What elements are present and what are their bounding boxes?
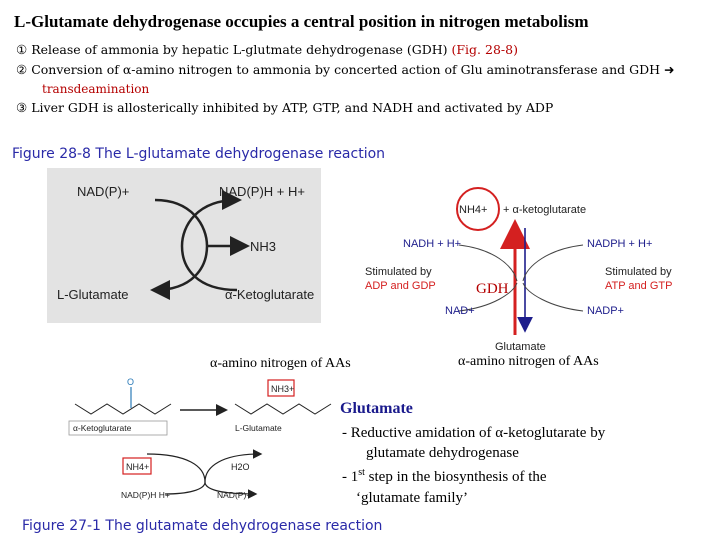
akg-label: α-Ketoglutarate <box>225 287 315 302</box>
ordinal-suffix: st <box>358 467 365 478</box>
point-text: Release of ammonia by hepatic L-glutmate dehydrogenase (GDH) <box>31 42 452 57</box>
point-marker: ② <box>16 62 28 77</box>
figure-28-8-caption: Figure 28-8 The L-glutamate dehydrogenase reaction <box>12 146 386 162</box>
point-1 <box>16 42 518 57</box>
h2o-label: H2O <box>231 462 250 472</box>
point-marker: ③ <box>16 100 28 115</box>
nadph-curve <box>523 245 583 281</box>
nadph-label: NADPH + H+ <box>587 238 653 250</box>
keto-oxygen: O <box>127 377 135 387</box>
page-title: L-Glutamate dehydrogenase occupies a central position in nitrogen metabolism <box>14 12 589 31</box>
lglu-name: L-Glutamate <box>235 423 282 433</box>
glutamate-label: Glutamate <box>495 341 546 353</box>
nadp-label: NADP+ <box>587 305 624 317</box>
akg-label: + α-ketoglutarate <box>503 204 587 216</box>
curve-nh4 <box>147 454 205 482</box>
glutamate-note-line3 <box>342 467 547 486</box>
akg-name: α-Ketoglutarate <box>73 423 132 433</box>
amino-nitrogen-note-left: α-amino nitrogen of AAs <box>210 356 351 371</box>
reaction-diagram <box>47 168 321 323</box>
point-2-subtext: transdeamination <box>42 82 150 96</box>
gdh-label: GDH <box>476 281 509 297</box>
nadph-label: NAD(P)H H+ <box>121 490 170 500</box>
curve-nadph <box>165 482 205 494</box>
nad-label: NAD+ <box>445 305 475 317</box>
figure-reference: (Fig. 28-8) <box>451 42 518 57</box>
glutamate-note-line4: ‘glutamate family’ <box>356 490 469 506</box>
figure-27-1-caption: Figure 27-1 The glutamate dehydrogenase reaction <box>22 518 383 534</box>
point-text: Liver GDH is allosterically inhibited by ATP, GTP, and NADH and activated by ADP <box>31 100 554 115</box>
nadp-label: NAD(P)+ <box>217 490 252 500</box>
point-3 <box>16 100 553 115</box>
nadh-curve <box>459 245 517 281</box>
point-marker: ① <box>16 42 28 57</box>
arrow-right-icon: ➜ <box>664 62 675 77</box>
glutamate-heading: Glutamate <box>340 400 413 417</box>
nadph-label: NAD(P)H + H+ <box>219 184 305 199</box>
glutamate-note-line2: glutamate dehydrogenase <box>366 445 519 461</box>
nh3-label: NH3+ <box>271 384 295 394</box>
nh4-label: NH4+ <box>126 462 150 472</box>
stimulated-left-line1: Stimulated by <box>365 266 432 278</box>
nadp-curve <box>523 283 583 311</box>
glutamate-note-line1: - Reductive amidation of α-ketoglutarate by <box>342 425 606 441</box>
nadp-label: NAD(P)+ <box>77 184 130 199</box>
stimulated-right-line2: ATP and GTP <box>605 280 673 292</box>
nh4-label: NH4+ <box>459 204 488 216</box>
gdh-regulation-diagram <box>355 183 695 355</box>
nadh-label: NADH + H+ <box>403 238 462 250</box>
glutamate-note-line3-post: step in the biosynthesis of the <box>364 469 547 485</box>
stimulated-right-line1: Stimulated by <box>605 266 672 278</box>
point-text: Conversion of α-amino nitrogen to ammonia by concerted action of Glu aminotransferase and GDH <box>31 62 661 77</box>
akg-skeleton <box>75 404 171 414</box>
amino-nitrogen-note-right: α-amino nitrogen of AAs <box>458 354 599 369</box>
point-2 <box>16 62 675 77</box>
nh3-label: NH3 <box>250 239 277 254</box>
l-glutamate-label: L-Glutamate <box>57 287 129 302</box>
glutamate-note-line3-pre: - 1 <box>342 469 359 485</box>
figure-27-1-diagram <box>55 374 335 514</box>
lglu-skeleton <box>235 404 331 414</box>
figure-28-8-panel <box>47 168 321 323</box>
stimulated-left-line2: ADP and GDP <box>365 280 436 292</box>
